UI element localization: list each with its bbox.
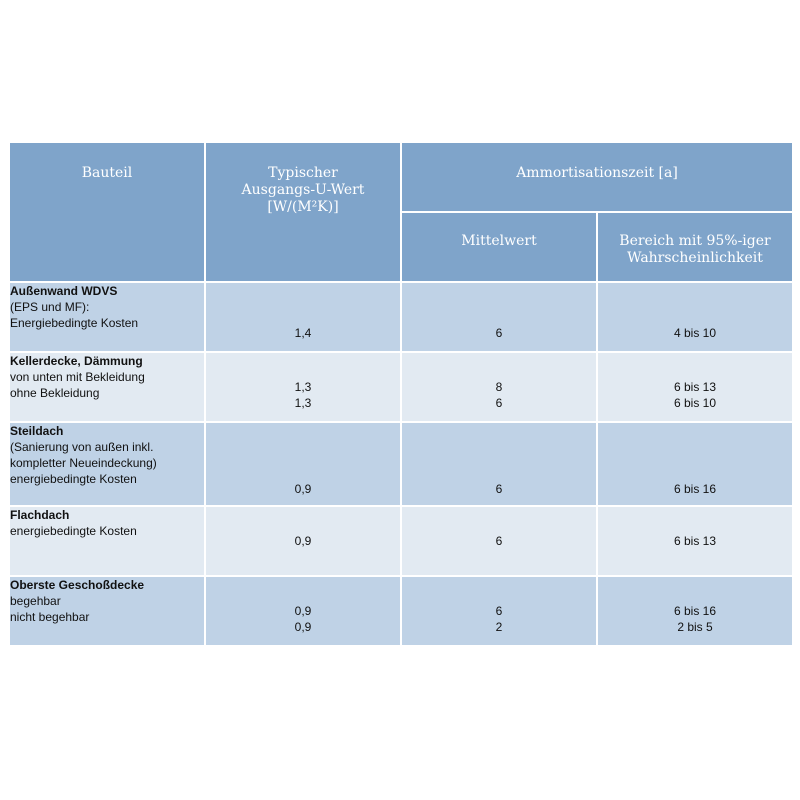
table-row (9, 352, 793, 422)
header-bereich-line: Bereich mit 95%-iger (619, 233, 771, 249)
row-subline: (Sanierung von außen inkl. (10, 440, 154, 454)
row-label-cell (9, 506, 205, 576)
mittelwert-cell (401, 352, 597, 422)
bereich-cell (597, 506, 793, 576)
row-label-cell (9, 422, 205, 506)
u-wert-value: 1,3 (294, 380, 312, 394)
bereich-cell (597, 422, 793, 506)
u-wert-value: 0,9 (294, 620, 312, 634)
header-bauteil (9, 142, 205, 282)
row-title: Oberste Geschoßdecke (10, 578, 145, 592)
u-wert-value: 1,4 (294, 326, 312, 340)
bereich-value: 6 bis 13 (673, 380, 717, 394)
u-wert-value: 0,9 (294, 482, 312, 496)
row-subline: energiebedingte Kosten (10, 472, 137, 486)
bereich-cell (597, 352, 793, 422)
header-u-wert-line: Typischer (268, 165, 338, 181)
mittelwert-cell (401, 422, 597, 506)
row-subline: begehbar (10, 594, 61, 608)
header-ammort-label: Ammortisationszeit [a] (516, 165, 678, 181)
bereich-value: 6 bis 16 (673, 482, 717, 496)
header-bereich-line: Wahrscheinlichkeit (627, 250, 763, 266)
bereich-cell (597, 576, 793, 646)
mittelwert-value: 2 (495, 620, 503, 634)
header-bauteil-label: Bauteil (81, 165, 133, 181)
header-u-wert-line: [W/(M²K)] (267, 199, 339, 215)
u-wert-cell (205, 506, 401, 576)
header-u-wert (205, 142, 401, 282)
row-label-cell (9, 576, 205, 646)
table-row (9, 422, 793, 506)
row-label-cell (9, 352, 205, 422)
bereich-cell (597, 282, 793, 352)
table-row (9, 576, 793, 646)
row-subline: nicht begehbar (10, 610, 90, 624)
header-ammortisationszeit (401, 142, 793, 212)
row-subline: Energiebedingte Kosten (10, 316, 139, 330)
mittelwert-value: 6 (495, 326, 503, 340)
row-subline: kompletter Neueindeckung) (10, 456, 157, 470)
mittelwert-cell (401, 576, 597, 646)
bereich-value: 6 bis 10 (673, 396, 717, 410)
row-label-cell (9, 282, 205, 352)
row-title: Kellerdecke, Dämmung (10, 354, 143, 368)
u-wert-cell (205, 352, 401, 422)
row-title: Außenwand WDVS (10, 284, 118, 298)
bereich-value: 6 bis 13 (673, 534, 717, 548)
header-mittel-label: Mittelwert (461, 233, 537, 249)
row-subline: (EPS und MF): (10, 300, 90, 314)
mittelwert-value: 6 (495, 604, 503, 618)
mittelwert-value: 8 (495, 380, 503, 394)
row-title: Steildach (10, 424, 64, 438)
mittelwert-value: 6 (495, 396, 503, 410)
u-wert-cell (205, 576, 401, 646)
mittelwert-value: 6 (495, 482, 503, 496)
row-subline: von unten mit Bekleidung (10, 370, 145, 384)
bereich-value: 4 bis 10 (673, 326, 717, 340)
bereich-value: 6 bis 16 (673, 604, 717, 618)
bereich-value: 2 bis 5 (677, 620, 713, 634)
mittelwert-cell (401, 282, 597, 352)
header-bereich (597, 212, 793, 282)
u-wert-value: 0,9 (294, 534, 312, 548)
amortization-table (8, 141, 794, 647)
row-subline: energiebedingte Kosten (10, 524, 137, 538)
u-wert-value: 0,9 (294, 604, 312, 618)
mittelwert-cell (401, 506, 597, 576)
row-subline: ohne Bekleidung (10, 386, 100, 400)
header-u-wert-line: Ausgangs-U-Wert (241, 182, 365, 198)
table-row (9, 506, 793, 576)
header-mittelwert (401, 212, 597, 282)
u-wert-value: 1,3 (294, 396, 312, 410)
table-row (9, 282, 793, 352)
row-title: Flachdach (10, 508, 70, 522)
u-wert-cell (205, 422, 401, 506)
mittelwert-value: 6 (495, 534, 503, 548)
u-wert-cell (205, 282, 401, 352)
